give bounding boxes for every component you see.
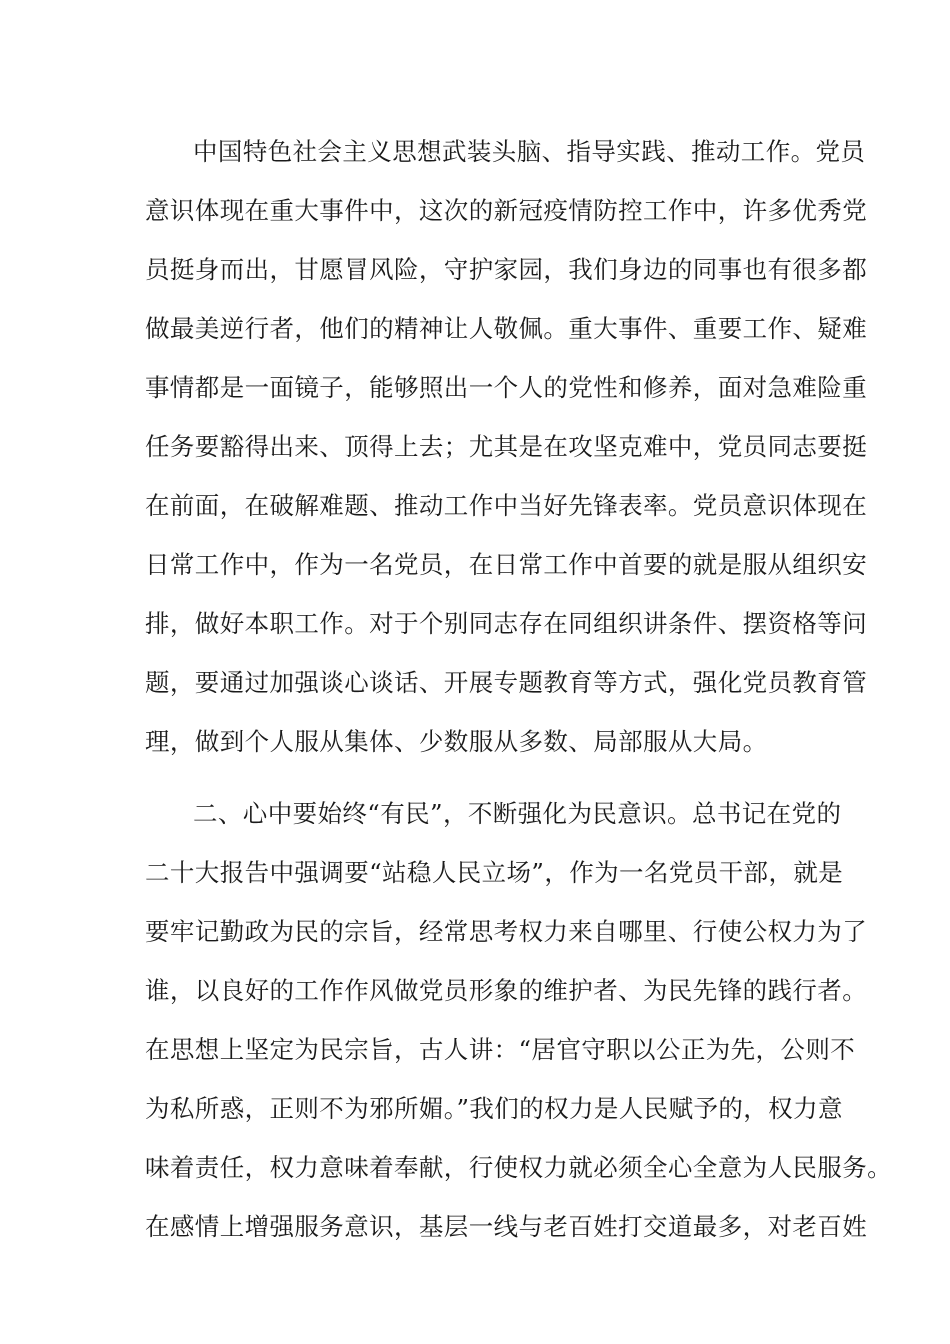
paragraph-1-line-9: 排，做好本职工作。对于个别同志存在同组织讲条件、摆资格等问	[145, 609, 868, 638]
paragraph-2-line-4: 谁，以良好的工作作风做党员形象的维护者、为民先锋的践行者。	[145, 976, 868, 1005]
paragraph-1-line-7: 在前面，在破解难题、推动工作中当好先锋表率。党员意识体现在	[145, 491, 868, 520]
paragraph-1-line-2: 意识体现在重大事件中，这次的新冠疫情防控工作中，许多优秀党	[145, 196, 868, 225]
paragraph-2-line-7: 味着责任，权力意味着奉献，行使权力就必须全心全意为人民服务。	[145, 1153, 892, 1182]
paragraph-2-line-3: 要牢记勤政为民的宗旨，经常思考权力来自哪里、行使公权力为了	[145, 917, 868, 946]
paragraph-2-line-6: 为私所惑，正则不为邪所媚。”我们的权力是人民赋予的，权力意	[145, 1094, 843, 1123]
paragraph-1-line-3: 员挺身而出，甘愿冒风险，守护家园，我们身边的同事也有很多都	[145, 255, 868, 284]
paragraph-1-line-6: 任务要豁得出来、顶得上去；尤其是在攻坚克难中，党员同志要挺	[145, 432, 868, 461]
paragraph-2-line-2: 二十大报告中强调要“站稳人民立场”，作为一名党员干部，就是	[145, 858, 844, 887]
paragraph-2-line-5: 在思想上坚定为民宗旨，古人讲：“居官守职以公正为先，公则不	[145, 1035, 856, 1064]
paragraph-1-line-8: 日常工作中，作为一名党员，在日常工作中首要的就是服从组织安	[145, 550, 868, 579]
paragraph-2-line-8: 在感情上增强服务意识，基层一线与老百姓打交道最多，对老百姓	[145, 1212, 868, 1241]
paragraph-1-line-10: 题，要通过加强谈心谈话、开展专题教育等方式，强化党员教育管	[145, 668, 868, 697]
paragraph-1-line-5: 事情都是一面镜子，能够照出一个人的党性和修养，面对急难险重	[145, 373, 868, 402]
paragraph-1-line-11: 理，做到个人服从集体、少数服从多数、局部服从大局。	[145, 727, 768, 756]
paragraph-1-line-1: 中国特色社会主义思想武装头脑、指导实践、推动工作。党员	[193, 137, 866, 166]
paragraph-2-line-1: 二、心中要始终“有民”，不断强化为民意识。总书记在党的	[193, 799, 842, 828]
paragraph-1-line-4: 做最美逆行者，他们的精神让人敬佩。重大事件、重要工作、疑难	[145, 314, 868, 343]
